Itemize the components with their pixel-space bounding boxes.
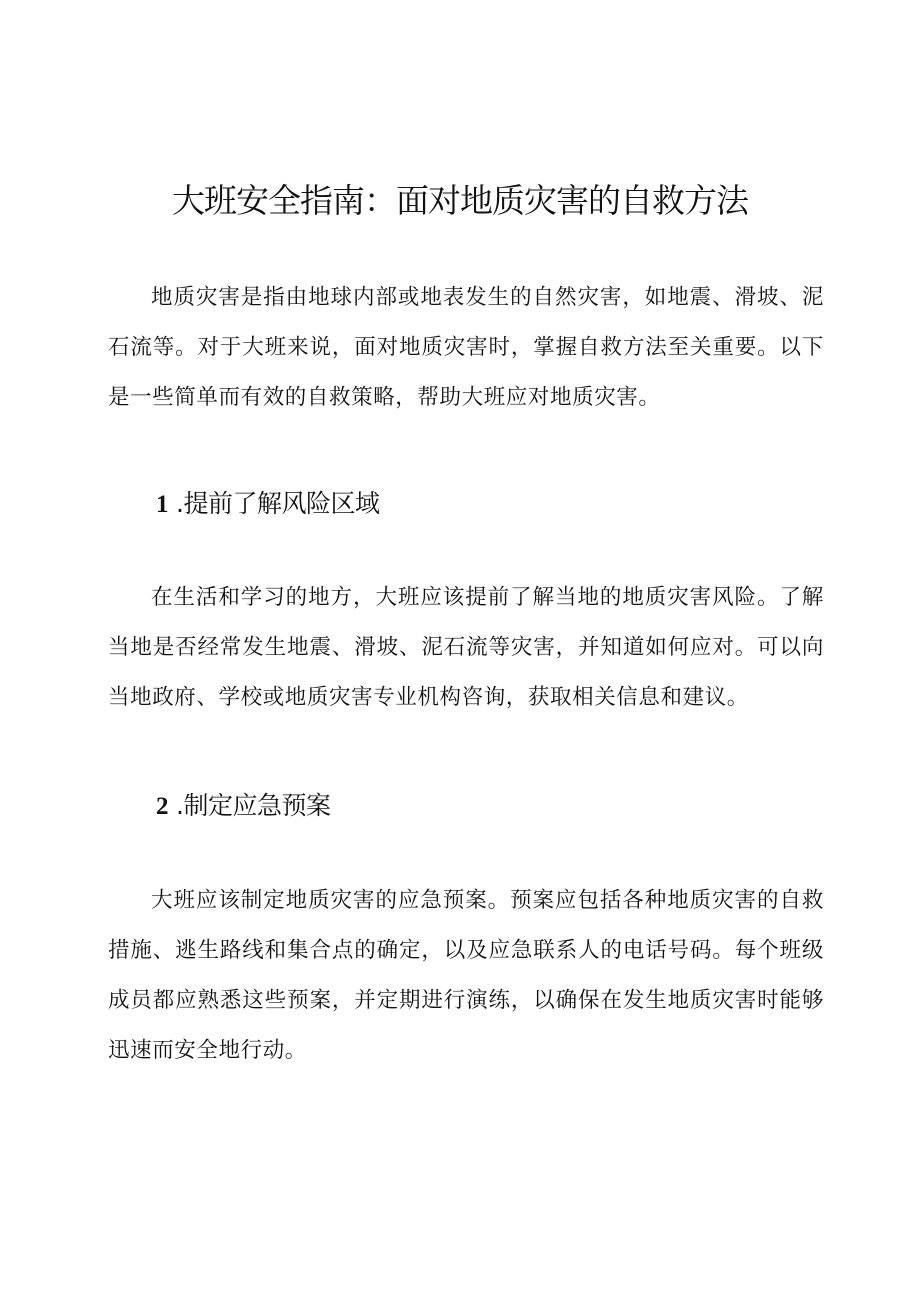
section-2-number: 2 (156, 793, 168, 820)
document-title: 大班安全指南：面对地质灾害的自救方法 (172, 181, 748, 220)
section-2-paragraph: 大班应该制定地质灾害的应急预案。预案应包括各种地质灾害的自救措施、逃生路线和集合点的确定，以及应急联系人的电话号码。每个班级成员都应熟悉这些预案，并定期进行演练，以确保在发生地质灾害时能够迅速而安全地行动。 (108, 888, 824, 1063)
intro-paragraph: 地质灾害是指由地球内部或地表发生的自然灾害，如地震、滑坡、泥石流等。对于大班来说，面对地质灾害时，掌握自救方法至关重要。以下是一些简单而有效的自救策略，帮助大班应对地质灾害。 (108, 285, 824, 410)
section-1-paragraph: 在生活和学习的地方，大班应该提前了解当地的地质灾害风险。了解当地是否经常发生地震、滑坡、泥石流等灾害，并知道如何应对。可以向当地政府、学校或地质灾害专业机构咨询，获取相关信息和建议。 (108, 585, 824, 710)
section-1-heading (156, 484, 379, 525)
section-1-heading-text: .提前了解风险区域 (176, 489, 380, 518)
section-2-heading-text: .制定应急预案 (176, 791, 331, 820)
section-2-heading (156, 786, 330, 827)
section-1-number: 1 (156, 491, 168, 518)
